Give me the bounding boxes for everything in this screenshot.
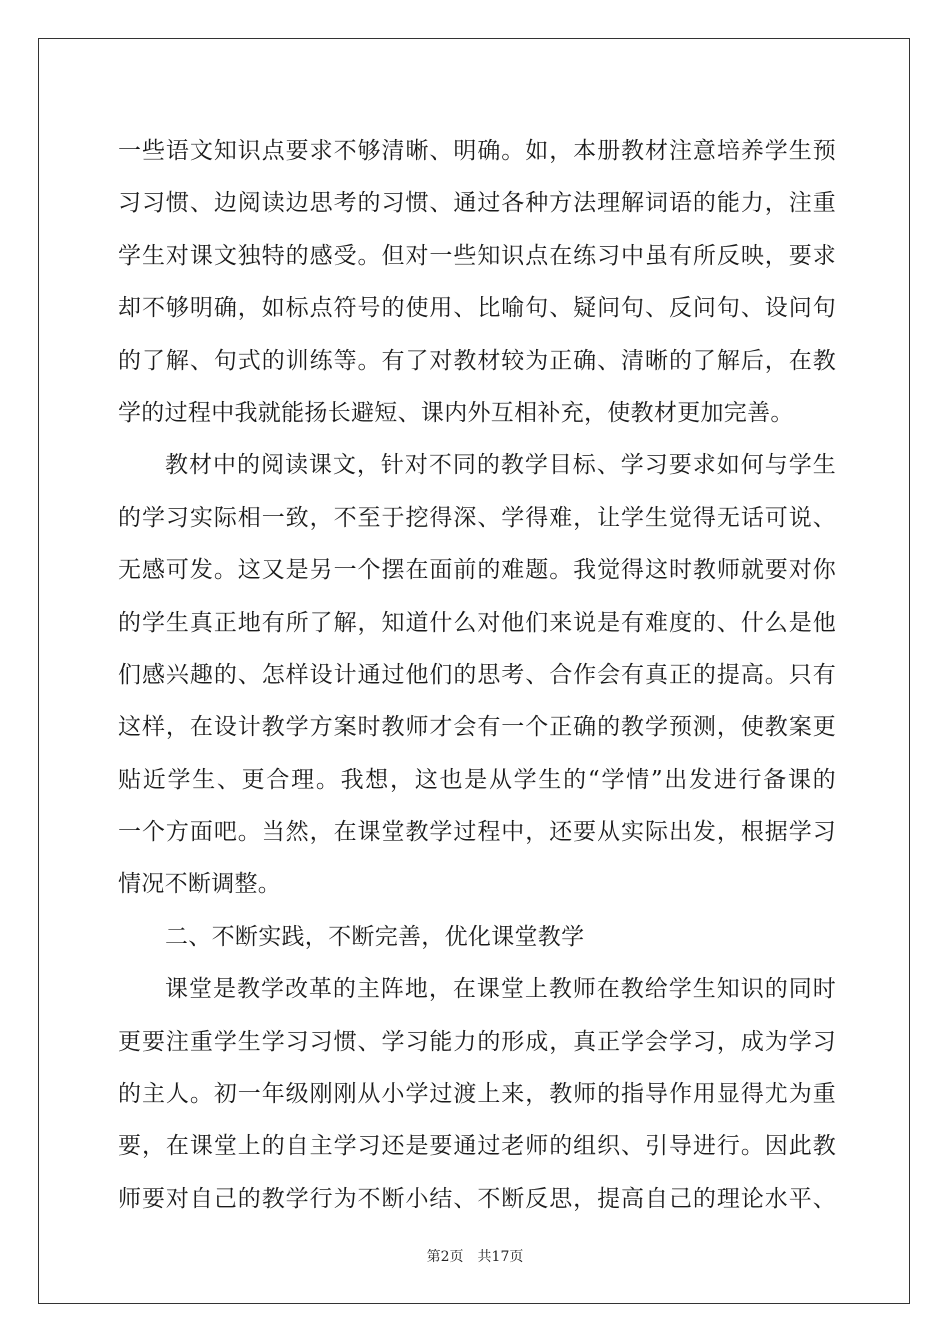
text-line: 却不够明确，如标点符号的使用、比喻句、疑问句、反问句、设问句: [118, 295, 836, 322]
text-line: 课堂是教学改革的主阵地，在课堂上教师在教给学生知识的同时: [165, 976, 836, 1003]
document-body: [118, 127, 836, 1227]
text-line: 教材中的阅读课文，针对不同的教学目标、学习要求如何与学生: [165, 452, 836, 479]
text-line: 的学生真正地有所了解，知道什么对他们来说是有难度的、什么是他: [118, 609, 836, 636]
page-number-total: 共17页: [477, 1249, 524, 1265]
text-line: 的学习实际相一致，不至于挖得深、学得难，让学生觉得无话可说、: [118, 504, 836, 531]
page-number-current: 第2页: [426, 1249, 464, 1265]
text-line: 要，在课堂上的自主学习还是要通过老师的组织、引导进行。因此教: [118, 1133, 836, 1160]
text-line: 一个方面吧。当然，在课堂教学过程中，还要从实际出发，根据学习: [118, 819, 836, 846]
text-line: 情况不断调整。: [118, 871, 282, 898]
text-line: 习习惯、边阅读边思考的习惯、通过各种方法理解词语的能力，注重: [118, 190, 836, 217]
text-line: 的主人。初一年级刚刚从小学过渡上来，教师的指导作用显得尤为重: [118, 1081, 836, 1108]
text-line: 这样，在设计教学方案时教师才会有一个正确的教学预测，使教案更: [118, 714, 836, 741]
text-line: 一些语文知识点要求不够清晰、明确。如，本册教材注意培养学生预: [118, 138, 836, 164]
text-line: 的了解、句式的训练等。有了对教材较为正确、清晰的了解后，在教: [118, 347, 836, 374]
text-line: 学的过程中我就能扬长避短、课内外互相补充，使教材更加完善。: [118, 399, 794, 426]
text-line: 们感兴趣的、怎样设计通过他们的思考、合作会有真正的提高。只有: [118, 661, 836, 688]
text-line: 二、不断实践，不断完善，优化课堂教学: [165, 923, 585, 950]
text-line: 无感可发。这又是另一个摆在面前的难题。我觉得这时教师就要对你: [118, 557, 836, 584]
text-line: 学生对课文独特的感受。但对一些知识点在练习中虽有所反映，要求: [118, 242, 836, 269]
text-line: 更要注重学生学习习惯、学习能力的形成，真正学会学习，成为学习: [118, 1028, 836, 1055]
text-line: 贴近学生、更合理。我想，这也是从学生的“学情”出发进行备课的: [118, 766, 836, 793]
text-line: 师要对自己的教学行为不断小结、不断反思，提高自己的理论水平、: [118, 1185, 836, 1212]
page-footer: [0, 1246, 950, 1266]
